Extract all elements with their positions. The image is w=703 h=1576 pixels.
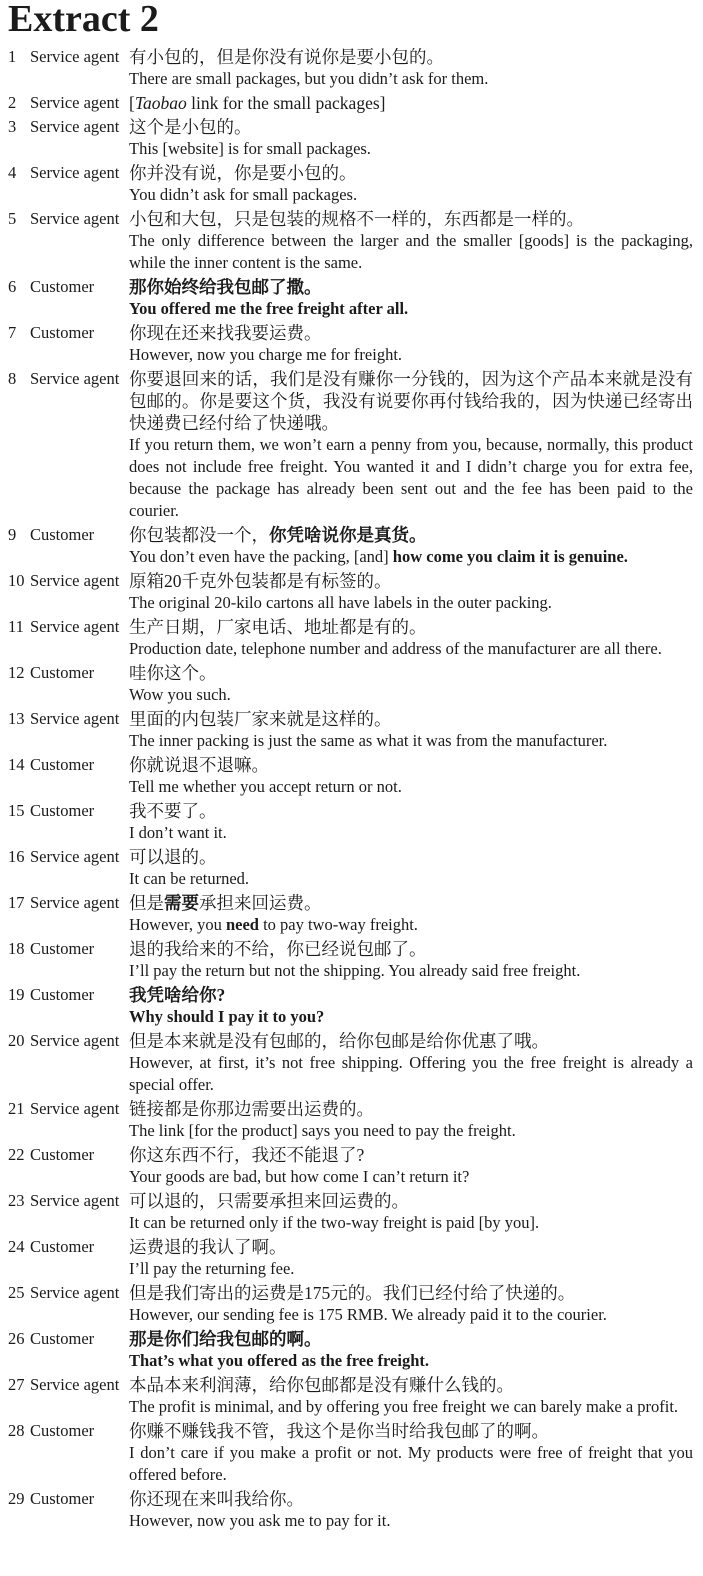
turn-speaker: Service agent xyxy=(30,117,120,136)
text-segment: However, you xyxy=(129,915,226,934)
dialogue-turn xyxy=(8,1030,693,1096)
turn-number: 7 xyxy=(8,323,17,342)
utterance-translation xyxy=(129,1510,693,1532)
utterance-translation xyxy=(129,230,693,274)
dialogue-turn xyxy=(8,892,693,936)
dialogue-turn xyxy=(8,1488,693,1532)
text-segment: This [website] is for small packages. xyxy=(129,139,371,158)
utterance-translation xyxy=(129,546,693,568)
text-segment: 本品本来利润薄，给你包邮都是没有赚什么钱的。 xyxy=(129,1375,514,1395)
utterance-translation xyxy=(129,776,693,798)
turn-utterance xyxy=(129,1488,693,1532)
turn-speaker: Customer xyxy=(30,525,95,544)
utterance-translation xyxy=(129,638,693,660)
utterance-original xyxy=(129,1488,693,1510)
utterance-translation xyxy=(129,1212,693,1234)
turn-number: 10 xyxy=(8,571,25,590)
text-segment: 小包和大包，只是包装的规格不一样的，东西都是一样的。 xyxy=(129,209,584,229)
turn-number: 11 xyxy=(8,617,24,636)
text-segment: 你包装都没一个， xyxy=(129,525,269,545)
dialogue-turn xyxy=(8,1098,693,1142)
utterance-translation xyxy=(129,730,693,752)
text-segment: That’s what you offered as the free freight. xyxy=(129,1351,430,1370)
utterance-original xyxy=(129,524,693,546)
text-segment: However, our sending fee is 175 RMB. We already paid it to the courier. xyxy=(129,1305,607,1324)
turn-speaker: Service agent xyxy=(30,709,120,728)
text-segment: 哇你这个。 xyxy=(129,663,217,683)
text-segment: Tell me whether you accept return or not. xyxy=(129,777,402,796)
turn-speaker: Service agent xyxy=(30,1031,120,1050)
text-segment: However, at first, it’s not free shipping. Offering you the free freight is already a special offer. xyxy=(129,1053,693,1094)
utterance-original xyxy=(129,708,693,730)
utterance-original xyxy=(129,208,693,230)
text-segment: 链接都是你那边需要出运费的。 xyxy=(129,1099,374,1119)
utterance-original xyxy=(129,1236,693,1258)
dialogue-turn xyxy=(8,938,693,982)
turn-number: 19 xyxy=(8,985,25,1004)
utterance-original xyxy=(129,1098,693,1120)
utterance-translation xyxy=(129,344,693,366)
text-segment: to pay two-way freight. xyxy=(258,915,418,934)
text-segment: Your goods are bad, but how come I can’t return it? xyxy=(129,1167,470,1186)
utterance-original xyxy=(129,322,693,344)
utterance-original xyxy=(129,92,693,114)
turn-utterance xyxy=(129,662,693,706)
dialogue-turn xyxy=(8,524,693,568)
text-segment: 你这东西不行，我还不能退了? xyxy=(129,1145,365,1165)
text-segment: 那是你们给我包邮的啊。 xyxy=(129,1329,322,1349)
utterance-original xyxy=(129,984,693,1006)
utterance-translation xyxy=(129,592,693,614)
utterance-original xyxy=(129,1328,693,1350)
text-segment: There are small packages, but you didn’t ask for them. xyxy=(129,69,489,88)
extract-title: Extract 2 xyxy=(8,0,159,40)
text-segment: 你凭啥说你是真货。 xyxy=(269,525,427,545)
text-segment: [ xyxy=(129,93,135,113)
turn-number: 23 xyxy=(8,1191,25,1210)
turn-utterance xyxy=(129,1374,693,1418)
dialogue-turn xyxy=(8,116,693,160)
turn-utterance xyxy=(129,1190,693,1234)
turn-utterance xyxy=(129,616,693,660)
turn-speaker: Customer xyxy=(30,1329,95,1348)
text-segment: You didn’t ask for small packages. xyxy=(129,185,358,204)
turn-number: 14 xyxy=(8,755,25,774)
utterance-translation xyxy=(129,960,693,982)
dialogue-turn xyxy=(8,208,693,274)
text-segment: 但是 xyxy=(129,893,164,913)
turn-speaker: Service agent xyxy=(30,571,120,590)
text-segment: 我不要了。 xyxy=(129,801,217,821)
text-segment: 但是我们寄出的运费是175元的。我们已经付给了快递的。 xyxy=(129,1283,576,1303)
utterance-translation xyxy=(129,1396,693,1418)
turn-speaker: Service agent xyxy=(30,1191,120,1210)
turn-speaker: Customer xyxy=(30,1421,95,1440)
utterance-original xyxy=(129,1374,693,1396)
dialogue-turn xyxy=(8,1420,693,1486)
turn-speaker: Service agent xyxy=(30,617,120,636)
turn-number: 20 xyxy=(8,1031,25,1050)
turn-utterance xyxy=(129,116,693,160)
utterance-translation xyxy=(129,1166,693,1188)
turn-number: 28 xyxy=(8,1421,25,1440)
utterance-original xyxy=(129,162,693,184)
text-segment: 可以退的，只需要承担来回运费的。 xyxy=(129,1191,409,1211)
turn-speaker: Service agent xyxy=(30,93,120,112)
utterance-original xyxy=(129,800,693,822)
turn-speaker: Customer xyxy=(30,801,95,820)
turn-utterance xyxy=(129,800,693,844)
turn-utterance xyxy=(129,276,693,320)
turn-utterance xyxy=(129,368,693,522)
dialogue-turn xyxy=(8,708,693,752)
turn-utterance xyxy=(129,708,693,752)
dialogue-turn xyxy=(8,1282,693,1326)
turn-speaker: Service agent xyxy=(30,1375,120,1394)
turn-utterance xyxy=(129,984,693,1028)
text-segment: The only difference between the larger and the smaller [goods] is the packaging, while the inner content is the same. xyxy=(129,231,693,272)
dialogue-turn xyxy=(8,754,693,798)
dialogue-turn xyxy=(8,984,693,1028)
utterance-original xyxy=(129,116,693,138)
utterance-translation xyxy=(129,298,693,320)
turn-number: 25 xyxy=(8,1283,25,1302)
text-segment: 里面的内包装厂家来就是这样的。 xyxy=(129,709,392,729)
utterance-original xyxy=(129,662,693,684)
text-segment: 退的我给来的不给，你已经说包邮了。 xyxy=(129,939,427,959)
turn-speaker: Service agent xyxy=(30,893,120,912)
turn-utterance xyxy=(129,938,693,982)
turn-utterance xyxy=(129,892,693,936)
text-segment: 可以退的。 xyxy=(129,847,217,867)
utterance-original xyxy=(129,1190,693,1212)
text-segment: 生产日期，厂家电话、地址都是有的。 xyxy=(129,617,427,637)
text-segment: The inner packing is just the same as what it was from the manufacturer. xyxy=(129,731,608,750)
text-segment: The original 20-kilo cartons all have labels in the outer packing. xyxy=(129,593,552,612)
turn-speaker: Service agent xyxy=(30,847,120,866)
turn-utterance xyxy=(129,1282,693,1326)
utterance-translation xyxy=(129,138,693,160)
utterance-translation xyxy=(129,822,693,844)
dialogue-turn xyxy=(8,846,693,890)
text-segment: how come you claim it is genuine. xyxy=(392,547,628,566)
turn-speaker: Customer xyxy=(30,985,95,1004)
utterance-translation xyxy=(129,914,693,936)
text-segment: I don’t want it. xyxy=(129,823,227,842)
dialogue-turn xyxy=(8,1236,693,1280)
text-segment: Wow you such. xyxy=(129,685,231,704)
turn-utterance xyxy=(129,1098,693,1142)
text-segment: 运费退的我认了啊。 xyxy=(129,1237,287,1257)
utterance-translation xyxy=(129,184,693,206)
turn-utterance xyxy=(129,1144,693,1188)
turn-number: 13 xyxy=(8,709,25,728)
turn-number: 21 xyxy=(8,1099,25,1118)
text-segment: You don’t even have the packing, [and] xyxy=(129,547,393,566)
turn-number: 5 xyxy=(8,209,17,228)
utterance-original xyxy=(129,616,693,638)
utterance-original xyxy=(129,1144,693,1166)
turn-number: 9 xyxy=(8,525,17,544)
turn-utterance xyxy=(129,570,693,614)
turn-number: 24 xyxy=(8,1237,25,1256)
dialogue-turn xyxy=(8,368,693,522)
dialogue-turn xyxy=(8,1144,693,1188)
text-segment: 那你始终给我包邮了撒。 xyxy=(129,277,322,297)
turn-number: 17 xyxy=(8,893,25,912)
turn-speaker: Customer xyxy=(30,1237,95,1256)
dialogue-turn xyxy=(8,662,693,706)
text-segment: 这个是小包的。 xyxy=(129,117,252,137)
utterance-translation xyxy=(129,1350,693,1372)
turn-speaker: Service agent xyxy=(30,209,120,228)
dialogue-turn xyxy=(8,1374,693,1418)
dialogue-turn xyxy=(8,92,693,114)
text-segment: link for the small packages] xyxy=(186,93,386,113)
text-segment: 你就说退不退嘛。 xyxy=(129,755,269,775)
turn-speaker: Customer xyxy=(30,1145,95,1164)
text-segment: 有小包的，但是你没有说你是要小包的。 xyxy=(129,47,444,67)
utterance-original xyxy=(129,276,693,298)
turn-speaker: Service agent xyxy=(30,1283,120,1302)
dialogue-turn xyxy=(8,322,693,366)
turn-utterance xyxy=(129,524,693,568)
turn-utterance xyxy=(129,1030,693,1096)
turn-utterance xyxy=(129,1236,693,1280)
turn-speaker: Customer xyxy=(30,663,95,682)
dialogue-turn xyxy=(8,800,693,844)
turn-speaker: Service agent xyxy=(30,1099,120,1118)
utterance-original xyxy=(129,938,693,960)
turn-utterance xyxy=(129,1420,693,1486)
text-segment: need xyxy=(225,915,259,934)
turn-utterance xyxy=(129,92,693,114)
utterance-translation xyxy=(129,1006,693,1028)
text-segment: 你现在还来找我要运费。 xyxy=(129,323,322,343)
turn-number: 26 xyxy=(8,1329,25,1348)
utterance-translation xyxy=(129,68,693,90)
dialogue-transcript xyxy=(8,46,693,1532)
utterance-original xyxy=(129,368,693,434)
turn-utterance xyxy=(129,754,693,798)
utterance-original xyxy=(129,570,693,592)
utterance-original xyxy=(129,1282,693,1304)
turn-number: 22 xyxy=(8,1145,25,1164)
text-segment: 你并没有说，你是要小包的。 xyxy=(129,163,357,183)
utterance-original xyxy=(129,892,693,914)
turn-number: 29 xyxy=(8,1489,25,1508)
turn-number: 16 xyxy=(8,847,25,866)
turn-number: 27 xyxy=(8,1375,25,1394)
dialogue-turn xyxy=(8,1190,693,1234)
utterance-original xyxy=(129,754,693,776)
text-segment: 我凭啥给你? xyxy=(129,985,226,1005)
text-segment: However, now you charge me for freight. xyxy=(129,345,403,364)
text-segment: It can be returned only if the two-way freight is paid [by you]. xyxy=(129,1213,540,1232)
turn-number: 15 xyxy=(8,801,25,820)
turn-utterance xyxy=(129,162,693,206)
dialogue-turn xyxy=(8,46,693,90)
turn-utterance xyxy=(129,208,693,274)
text-segment: Why should I pay it to you? xyxy=(129,1007,325,1026)
dialogue-turn xyxy=(8,162,693,206)
turn-number: 3 xyxy=(8,117,17,136)
text-segment: Production date, telephone number and address of the manufacturer are all there. xyxy=(129,639,662,658)
text-segment: The link [for the product] says you need to pay the freight. xyxy=(129,1121,516,1140)
utterance-original xyxy=(129,846,693,868)
turn-utterance xyxy=(129,46,693,90)
turn-utterance xyxy=(129,322,693,366)
utterance-original xyxy=(129,1420,693,1442)
turn-speaker: Service agent xyxy=(30,47,120,66)
turn-speaker: Customer xyxy=(30,323,95,342)
text-segment: 你还现在来叫我给你。 xyxy=(129,1489,304,1509)
text-segment: The profit is minimal, and by offering you free freight we can barely make a profit. xyxy=(129,1397,679,1416)
text-segment: 承担来回运费。 xyxy=(199,893,322,913)
turn-number: 2 xyxy=(8,93,17,112)
turn-utterance xyxy=(129,846,693,890)
dialogue-turn xyxy=(8,616,693,660)
text-segment: It can be returned. xyxy=(129,869,250,888)
utterance-translation xyxy=(129,1304,693,1326)
dialogue-turn xyxy=(8,1328,693,1372)
text-segment: 需要 xyxy=(164,893,199,913)
turn-speaker: Service agent xyxy=(30,369,120,388)
turn-number: 4 xyxy=(8,163,17,182)
text-segment: I don’t care if you make a profit or not. My products were free of freight that you offered before. xyxy=(129,1443,693,1484)
text-segment: You offered me the free freight after all. xyxy=(129,299,409,318)
text-segment: If you return them, we won’t earn a penny from you, because, normally, this product does not include free freight. You wanted it and I didn’t charge you for extra fee, because the package has already been sent out and the fee has been paid to the courier. xyxy=(129,435,693,520)
text-segment: 但是本来就是没有包邮的，给你包邮是给你优惠了哦。 xyxy=(129,1031,549,1051)
utterance-translation xyxy=(129,1258,693,1280)
utterance-translation xyxy=(129,1052,693,1096)
turn-number: 12 xyxy=(8,663,25,682)
text-segment: I’ll pay the return but not the shipping. You already said free freight. xyxy=(129,961,581,980)
text-segment: 原箱20千克外包装都是有标签的。 xyxy=(129,571,392,591)
utterance-translation xyxy=(129,1442,693,1486)
utterance-translation xyxy=(129,868,693,890)
turn-utterance xyxy=(129,1328,693,1372)
utterance-translation xyxy=(129,434,693,522)
turn-number: 6 xyxy=(8,277,17,296)
text-segment: Taobao xyxy=(134,93,187,113)
turn-speaker: Service agent xyxy=(30,163,120,182)
turn-speaker: Customer xyxy=(30,755,95,774)
dialogue-turn xyxy=(8,276,693,320)
utterance-original xyxy=(129,46,693,68)
utterance-original xyxy=(129,1030,693,1052)
text-segment: 你要退回来的话，我们是没有赚你一分钱的，因为这个产品本来就是没有包邮的。你是要这个货，我没有说要你再付钱给我的，因为快递已经寄出快递费已经付给了快递哦。 xyxy=(129,369,693,433)
text-segment: 你赚不赚钱我不管，我这个是你当时给我包邮了的啊。 xyxy=(129,1421,549,1441)
dialogue-turn xyxy=(8,570,693,614)
turn-number: 1 xyxy=(8,47,17,66)
turn-speaker: Customer xyxy=(30,939,95,958)
utterance-translation xyxy=(129,1120,693,1142)
turn-number: 8 xyxy=(8,369,17,388)
text-segment: However, now you ask me to pay for it. xyxy=(129,1511,391,1530)
turn-number: 18 xyxy=(8,939,25,958)
utterance-translation xyxy=(129,684,693,706)
text-segment: I’ll pay the returning fee. xyxy=(129,1259,295,1278)
turn-speaker: Customer xyxy=(30,1489,95,1508)
turn-speaker: Customer xyxy=(30,277,95,296)
